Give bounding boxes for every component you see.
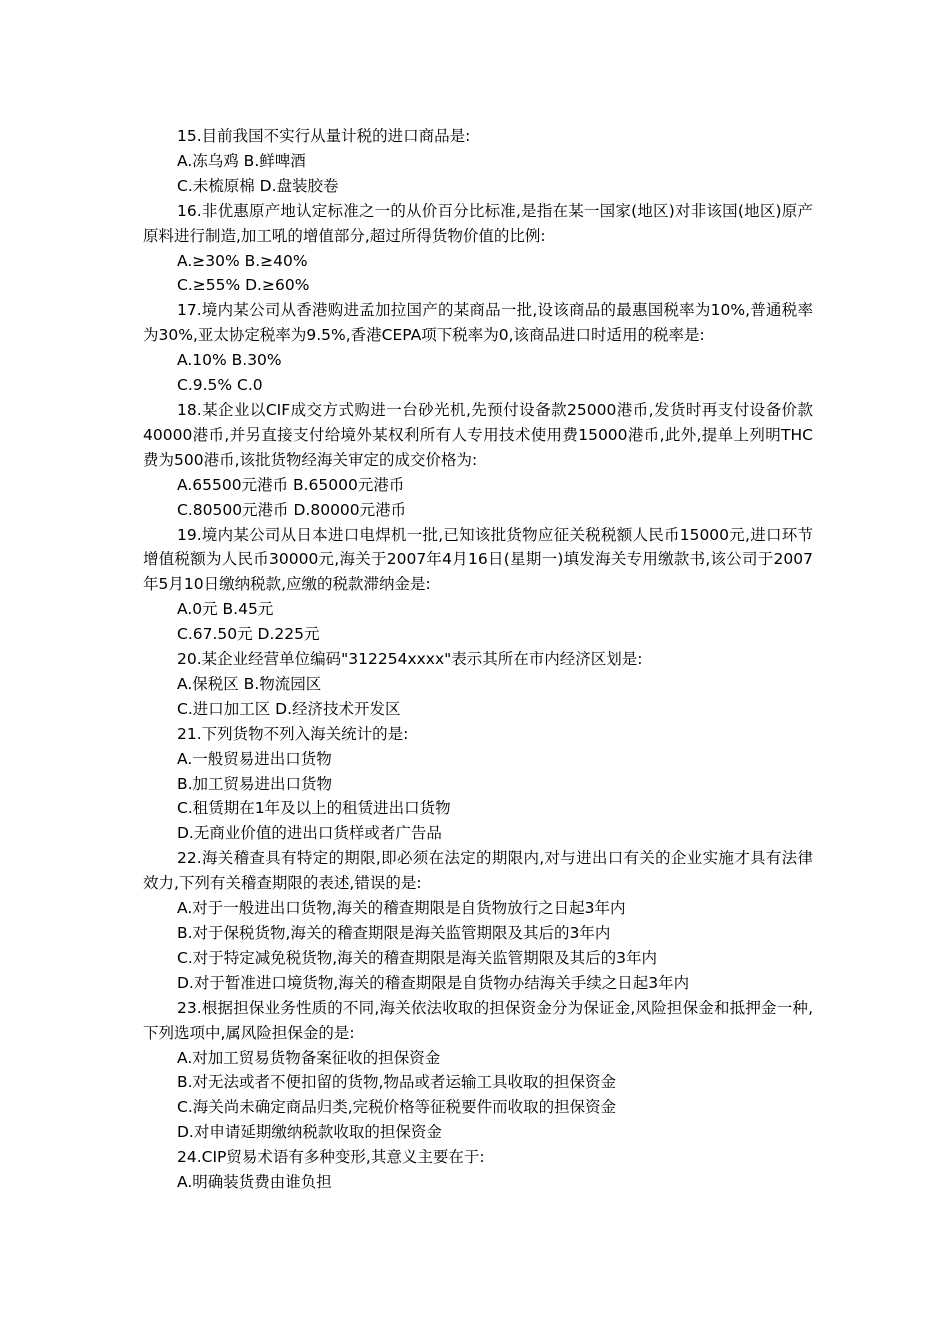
option-line: A.65500元港币 B.65000元港币: [177, 475, 405, 494]
question-23: 23.根据担保业务性质的不同,海关依法收取的担保资金分为保证金,风险担保金和抵押金一种,下列选项中,属风险担保金的是:: [143, 998, 813, 1042]
option-line: C.≥55% D.≥60%: [177, 276, 310, 295]
option-line: A.≥30% B.≥40%: [177, 251, 308, 270]
option-line: D.对申请延期缴纳税款收取的担保资金: [177, 1123, 442, 1142]
option-line: A.保税区 B.物流园区: [177, 674, 322, 693]
option-line: A.0元 B.45元: [177, 600, 274, 619]
question-18: 18.某企业以CIF成交方式购进一台砂光机,先预付设备款25000港币,发货时再支付设备价款40000港币,并另直接支付给境外某权利所有人专用技术使用费15000港币,此外,提单上列明THC费为500港币,该批货物经海关审定的成交价格为:: [143, 400, 813, 469]
question-16: 16.非优惠原产地认定标准之一的从价百分比标准,是指在某一国家(地区)对非该国(地区)原产原料进行制造,加工吼的增值部分,超过所得货物价值的比例:: [143, 201, 813, 245]
option-line: C.9.5% C.0: [177, 376, 263, 395]
question-17: 17.境内某公司从香港购进孟加拉国产的某商品一批,设该商品的最惠国税率为10%,普通税率为30%,亚太协定税率为9.5%,香港CEPA项下税率为0,该商品进口时适用的税率是:: [143, 301, 813, 345]
option-line: D.对于暂准进口境货物,海关的稽查期限是自货物办结海关手续之日起3年内: [177, 973, 690, 992]
option-line: C.67.50元 D.225元: [177, 625, 320, 644]
option-line: A.明确装货费由谁负担: [177, 1173, 332, 1192]
option-line: C.进口加工区 D.经济技术开发区: [177, 699, 401, 718]
option-line: B.对无法或者不便扣留的货物,物品或者运输工具收取的担保资金: [177, 1073, 616, 1092]
option-line: A.10% B.30%: [177, 351, 282, 370]
document-page: [143, 124, 813, 1195]
question-21: 21.下列货物不列入海关统计的是:: [177, 724, 409, 743]
option-line: A.冻乌鸡 B.鲜啤酒: [177, 151, 306, 170]
option-line: C.未梳原棉 D.盘装胶卷: [177, 176, 339, 195]
option-line: A.一般贸易进出口货物: [177, 749, 332, 768]
question-19: 19.境内某公司从日本进口电焊机一批,已知该批货物应征关税税额人民币15000元,进口环节增值税额为人民币30000元,海关于2007年4月16日(星期一)填发海关专用缴款书,该公司于2007年5月10日缴纳税款,应缴的税款滞纳金是:: [143, 525, 813, 594]
option-line: C.80500元港币 D.80000元港币: [177, 500, 407, 519]
option-line: C.租赁期在1年及以上的租赁进出口货物: [177, 799, 451, 818]
option-line: C.海关尚未确定商品归类,完税价格等征税要件而收取的担保资金: [177, 1098, 617, 1117]
question-20: 20.某企业经营单位编码"312254xxxx"表示其所在市内经济区划是:: [177, 650, 643, 669]
option-line: B.对于保税货物,海关的稽查期限是海关监管期限及其后的3年内: [177, 924, 611, 942]
option-line: C.对于特定减免税货物,海关的稽查期限是海关监管期限及其后的3年内: [177, 948, 658, 967]
option-line: B.加工贸易进出口货物: [177, 774, 333, 793]
option-line: D.无商业价值的进出口货样或者广告品: [177, 824, 442, 843]
option-line: A.对于一般进出口货物,海关的稽查期限是自货物放行之日起3年内: [177, 899, 626, 918]
question-24: 24.CIP贸易术语有多种变形,其意义主要在于:: [177, 1148, 485, 1167]
option-line: A.对加工贸易货物备案征收的担保资金: [177, 1048, 441, 1067]
question-15: 15.目前我国不实行从量计税的进口商品是:: [177, 127, 471, 145]
question-22: 22.海关稽查具有特定的期限,即必须在法定的期限内,对与进出口有关的企业实施才具有法律效力,下列有关稽查期限的表述,错误的是:: [143, 849, 813, 893]
